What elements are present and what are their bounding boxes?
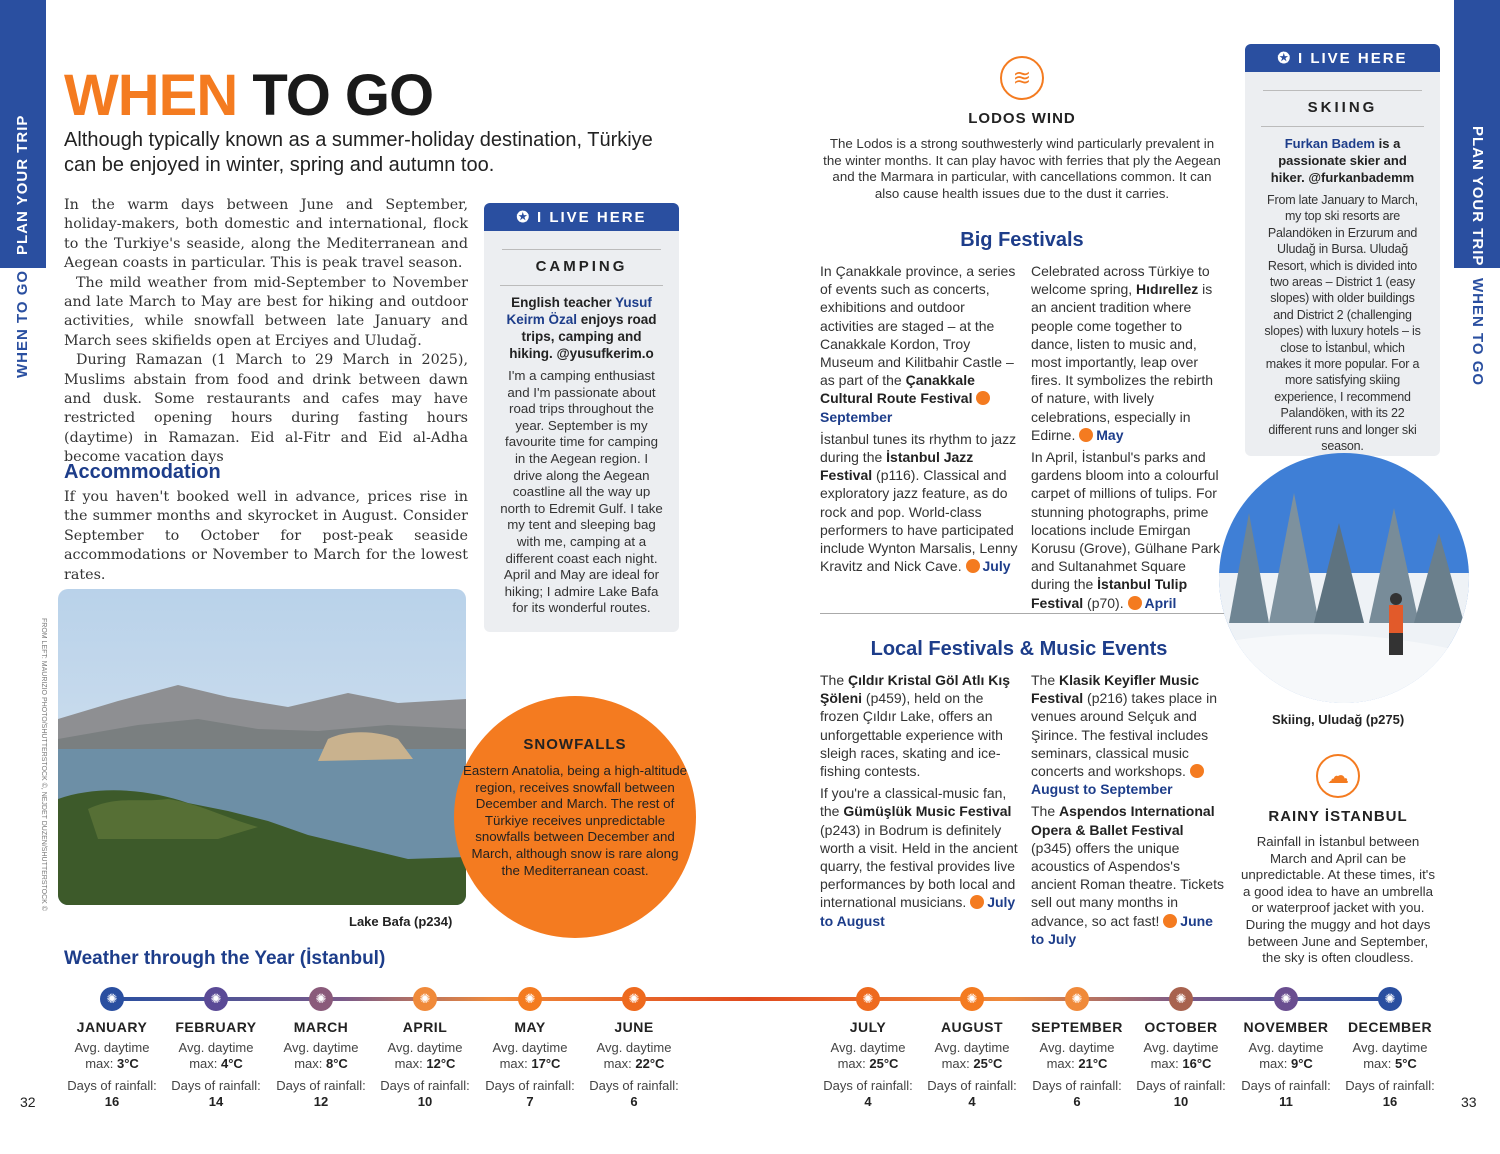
weather-icon: ✺ — [309, 987, 333, 1011]
month-name: NOVEMBER — [1243, 1019, 1329, 1035]
month-temp: Avg. daytime max: 12°C — [387, 1040, 463, 1071]
skiing-uludag-photo — [1219, 453, 1469, 703]
page-title: WHEN TO GO — [64, 63, 434, 128]
month-rain: Days of rainfall: 16 — [1345, 1078, 1435, 1109]
sun-icon — [966, 559, 980, 573]
cloud-rain-icon: ☁ — [1316, 754, 1360, 798]
skiing-box — [1245, 44, 1440, 456]
ski-photo-caption: Skiing, Uludağ (p275) — [1272, 712, 1405, 727]
left-tab-when: WHEN TO GO — [14, 269, 31, 378]
accommodation-text: If you haven't booked well in advance, prices rise in the summer months and skyrocket in August. Consider September to October for post-peak seaside accommodations or November to March for the lowest rates. — [64, 489, 468, 583]
month-name: APRIL — [402, 1019, 448, 1035]
festival-aspendos: The Aspendos International Opera & Ballet Festival (p345) offers the unique acoustics of Aspendos's ancient Roman theatre. Tickets sell out many months in advance, so act fast! June to July — [1031, 803, 1224, 947]
snowfalls-text: Eastern Anatolia, being a high-altitude region, receives snowfall between December and March. The rest of Türkiye receives unpredictable snowfalls between December and March, although snow is rare along the Mediterranean coast. — [463, 763, 687, 878]
weather-icon: ✺ — [204, 987, 228, 1011]
month-rain: Days of rainfall: 14 — [171, 1078, 261, 1109]
right-tab-plan: PLAN YOUR TRIP — [1469, 126, 1486, 267]
camping-box-header: ✪ I LIVE HERE — [484, 203, 679, 231]
local-festivals-col-2 — [1031, 671, 1225, 952]
camping-box-lead: English teacher Yusuf Keirm Özal enjoys road trips, camping and hiking. @yusufkerim.o — [500, 285, 663, 362]
month-temp: Avg. daytime max: 8°C — [283, 1040, 359, 1071]
paragraph-peak-season: In the warm days between June and September, holiday-makers, both domestic and international, flock to the Turkiye's seaside, along the Mediterranean and Aegean coasts in particular. This is peak travel season. — [64, 197, 468, 272]
big-festivals-col-2 — [1031, 262, 1227, 616]
weather-icon: ✺ — [518, 987, 542, 1011]
lake-bafa-photo — [58, 589, 466, 905]
festivals-divider — [820, 613, 1224, 614]
sun-icon — [976, 391, 990, 405]
weather-icon: ✺ — [960, 987, 984, 1011]
sun-icon — [970, 895, 984, 909]
weather-icon: ✺ — [413, 987, 437, 1011]
camping-box-text: I'm a camping enthusiast and I'm passionate about road trips throughout the year. September is my favourite time for camping in the Aegean region. I drive along the Aegean coastline all the way up north to Edremit Gulf. I take my tent and sleeping bag with me, camping at a different coast each night. April and May are ideal for hiking; I admire Lake Bafa for its wonderful routes. — [500, 368, 663, 616]
month-rain: Days of rainfall: 6 — [1032, 1078, 1122, 1109]
accommodation-heading: Accommodation — [64, 461, 221, 483]
month-name: FEBRUARY — [175, 1019, 257, 1035]
month-10 — [1236, 987, 1336, 1110]
month-11 — [1340, 987, 1440, 1110]
month-8 — [1027, 987, 1127, 1110]
month-name: MAY — [514, 1019, 546, 1035]
snowfalls-feature — [454, 696, 696, 938]
local-festivals-heading: Local Festivals & Music Events — [870, 638, 1168, 660]
festival-hidirellez: Celebrated across Türkiye to welcome spring, Hıdırellez is an ancient tradition where people come together to dance, listen to music and, most importantly, leap over fires. It symbolizes the rebirth of nature, with lively celebrations, especially in Edirne. May — [1031, 263, 1214, 443]
month-1 — [166, 987, 266, 1110]
lodos-text: The Lodos is a strong southwesterly wind particularly prevalent in the winter months. It can play havoc with ferries that ply the Aegean and the Marmara in particular, with cancellations common. It can also cause health issues due to the dust it carries. — [823, 136, 1221, 201]
month-name: OCTOBER — [1144, 1019, 1218, 1035]
skiing-box-header: ✪ I LIVE HERE — [1245, 44, 1440, 72]
page-number-left: 32 — [20, 1094, 36, 1110]
month-name: SEPTEMBER — [1031, 1019, 1123, 1035]
left-tab-plan: PLAN YOUR TRIP — [14, 114, 31, 255]
month-rain: Days of rainfall: 16 — [67, 1078, 157, 1109]
page-number-right: 33 — [1461, 1094, 1477, 1110]
right-tab-when: WHEN TO GO — [1469, 278, 1486, 387]
weather-icon: ✺ — [856, 987, 880, 1011]
weather-heading: Weather through the Year (İstanbul) — [64, 948, 386, 969]
month-name: JANUARY — [76, 1019, 148, 1035]
snowfalls-title: SNOWFALLS — [523, 736, 627, 753]
weather-icon: ✺ — [622, 987, 646, 1011]
weather-icon: ✺ — [1065, 987, 1089, 1011]
sun-icon — [1163, 914, 1177, 928]
festival-cildir: The Çıldır Kristal Göl Atlı Kış Şöleni (p459), held on the frozen Çıldır Lake, offers an unforgettable experience with sleigh races, skating and ice-fishing contests. — [820, 672, 1011, 780]
sun-icon — [1190, 764, 1204, 778]
month-rain: Days of rainfall: 6 — [589, 1078, 679, 1109]
lodos-title: LODOS WIND — [968, 110, 1076, 127]
month-temp: Avg. daytime max: 16°C — [1143, 1040, 1219, 1071]
month-7 — [922, 987, 1022, 1110]
rainy-text: Rainfall in İstanbul between March and April can be unpredictable. At these times, it's a good idea to have an umbrella or waterproof jacket with you. During the muggy and hot days between June and September, the sky is often cloudless. — [1241, 834, 1435, 966]
big-festivals-col-1 — [820, 262, 1018, 579]
festival-istanbul-jazz: İstanbul tunes its rhythm to jazz during the İstanbul Jazz Festival (p116). Classical and exploratory jazz feature, as do rock and pop. World-class performers to have participated include Wynton Marsalis, Lenny Kravitz and Nick Cave. July — [820, 430, 1018, 575]
sun-icon — [1079, 428, 1093, 442]
sun-icon — [1128, 596, 1142, 610]
month-name: JUNE — [614, 1019, 654, 1035]
camping-box-title: CAMPING — [502, 249, 661, 275]
month-name: AUGUST — [940, 1019, 1004, 1035]
paragraph-mild-weather: The mild weather from mid-September to November and late March to May are best for hiking and outdoor activities, while snowfall between late January and March sees skifields open at Erciyes and Uludağ. — [64, 274, 468, 349]
month-rain: Days of rainfall: 10 — [1136, 1078, 1226, 1109]
month-temp: Avg. daytime max: 25°C — [830, 1040, 906, 1071]
month-3 — [375, 987, 475, 1110]
month-2 — [271, 987, 371, 1110]
big-festivals-heading: Big Festivals — [960, 229, 1084, 251]
festival-canakkale: In Çanakkale province, a series of events such as concerts, exhibitions and outdoor activities are staged – at the Canakkale Kordon, Troy Museum and Kilitbahir Castle – as part of the Çanakkale Cultural Route Festival September — [820, 263, 1016, 425]
month-temp: Avg. daytime max: 22°C — [596, 1040, 672, 1071]
paragraph-ramazan: During Ramazan (1 March to 29 March in 2025), Muslims abstain from food and drink between dawn and dusk. Some restaurants and cafes may have restricted opening hours during fasting hours (daytime) in Ramazan. Eid al-Fitr and Eid al-Adha become vacation days — [64, 352, 468, 466]
intro-text: Although typically known as a summer-holiday destination, Türkiye can be enjoyed in winter, spring and autumn too. — [64, 129, 653, 176]
location-pin-icon: ✪ — [516, 209, 532, 226]
skiing-box-text: From late January to March, my top ski resorts are Palandöken in Erzurum and Uludağ in Bursa. Uludağ Resort, which is divided into two areas – District 1 (easy slopes) with older buildings and District 2 (challenging slopes) with luxury hotels – is close to İstanbul, which makes it more popular. For a more satisfying skiing experience, I recommend Palandöken, with its 22 different runs and longer ski season. — [1264, 193, 1421, 454]
month-5 — [584, 987, 684, 1110]
month-rain: Days of rainfall: 12 — [276, 1078, 366, 1109]
weather-icon: ✺ — [100, 987, 124, 1011]
weather-icon: ✺ — [1378, 987, 1402, 1011]
month-temp: Avg. daytime max: 9°C — [1248, 1040, 1324, 1071]
month-temp: Avg. daytime max: 5°C — [1352, 1040, 1428, 1071]
month-name: MARCH — [293, 1019, 349, 1035]
main-text — [64, 196, 468, 468]
lake-photo-caption: Lake Bafa (p234) — [349, 914, 453, 929]
month-temp: Avg. daytime max: 3°C — [74, 1040, 150, 1071]
local-festivals-col-1 — [820, 671, 1018, 934]
location-pin-icon: ✪ — [1277, 50, 1293, 67]
skiing-box-title: SKIING — [1263, 90, 1422, 116]
wind-icon: ≋ — [1000, 56, 1044, 100]
weather-icon: ✺ — [1169, 987, 1193, 1011]
month-rain: Days of rainfall: 11 — [1241, 1078, 1331, 1109]
month-temp: Avg. daytime max: 17°C — [492, 1040, 568, 1071]
month-temp: Avg. daytime max: 25°C — [934, 1040, 1010, 1071]
month-name: DECEMBER — [1347, 1019, 1433, 1035]
weather-icon: ✺ — [1274, 987, 1298, 1011]
festival-tulip: In April, İstanbul's parks and gardens bloom into a colourful carpet of millions of tulips. For stunning photographs, prime locations include Emirgan Korusu (Grove), Gülhane Park and Sultanahmet Square during the İstanbul Tulip Festival (p70). April — [1031, 449, 1221, 611]
month-4 — [480, 987, 580, 1110]
festival-gumusluk: If you're a classical-music fan, the Gümüşlük Music Festival (p243) in Bodrum is definitely worth a visit. Held in the ancient quarry, the festival provides live performances by both local and international musicians. July to August — [820, 785, 1018, 929]
month-temp: Avg. daytime max: 4°C — [178, 1040, 254, 1071]
month-0 — [62, 987, 162, 1110]
month-6 — [818, 987, 918, 1110]
festival-klasik-keyifler: The Klasik Keyifler Music Festival (p216) takes place in venues around Selçuk and Şirince. The festival includes seminars, classical music concerts and workshops. August to September — [1031, 672, 1217, 798]
month-rain: Days of rainfall: 4 — [823, 1078, 913, 1109]
month-9 — [1131, 987, 1231, 1110]
camping-box — [484, 203, 679, 632]
rainy-title: RAINY İSTANBUL — [1268, 808, 1408, 825]
month-name: JULY — [849, 1019, 887, 1035]
month-temp: Avg. daytime max: 21°C — [1039, 1040, 1115, 1071]
month-rain: Days of rainfall: 4 — [927, 1078, 1017, 1109]
month-rain: Days of rainfall: 10 — [380, 1078, 470, 1109]
photo-credit: FROM LEFT: MAURIZIO PHOTO/SHUTTERSTOCK ©, NEJDET DUZEN/SHUTTERSTOCK © — [40, 618, 47, 911]
skiing-box-lead: Furkan Badem is a passionate skier and hiker. @furkanbademm — [1261, 126, 1424, 186]
left-side-tab — [0, 0, 46, 1154]
month-rain: Days of rainfall: 7 — [485, 1078, 575, 1109]
